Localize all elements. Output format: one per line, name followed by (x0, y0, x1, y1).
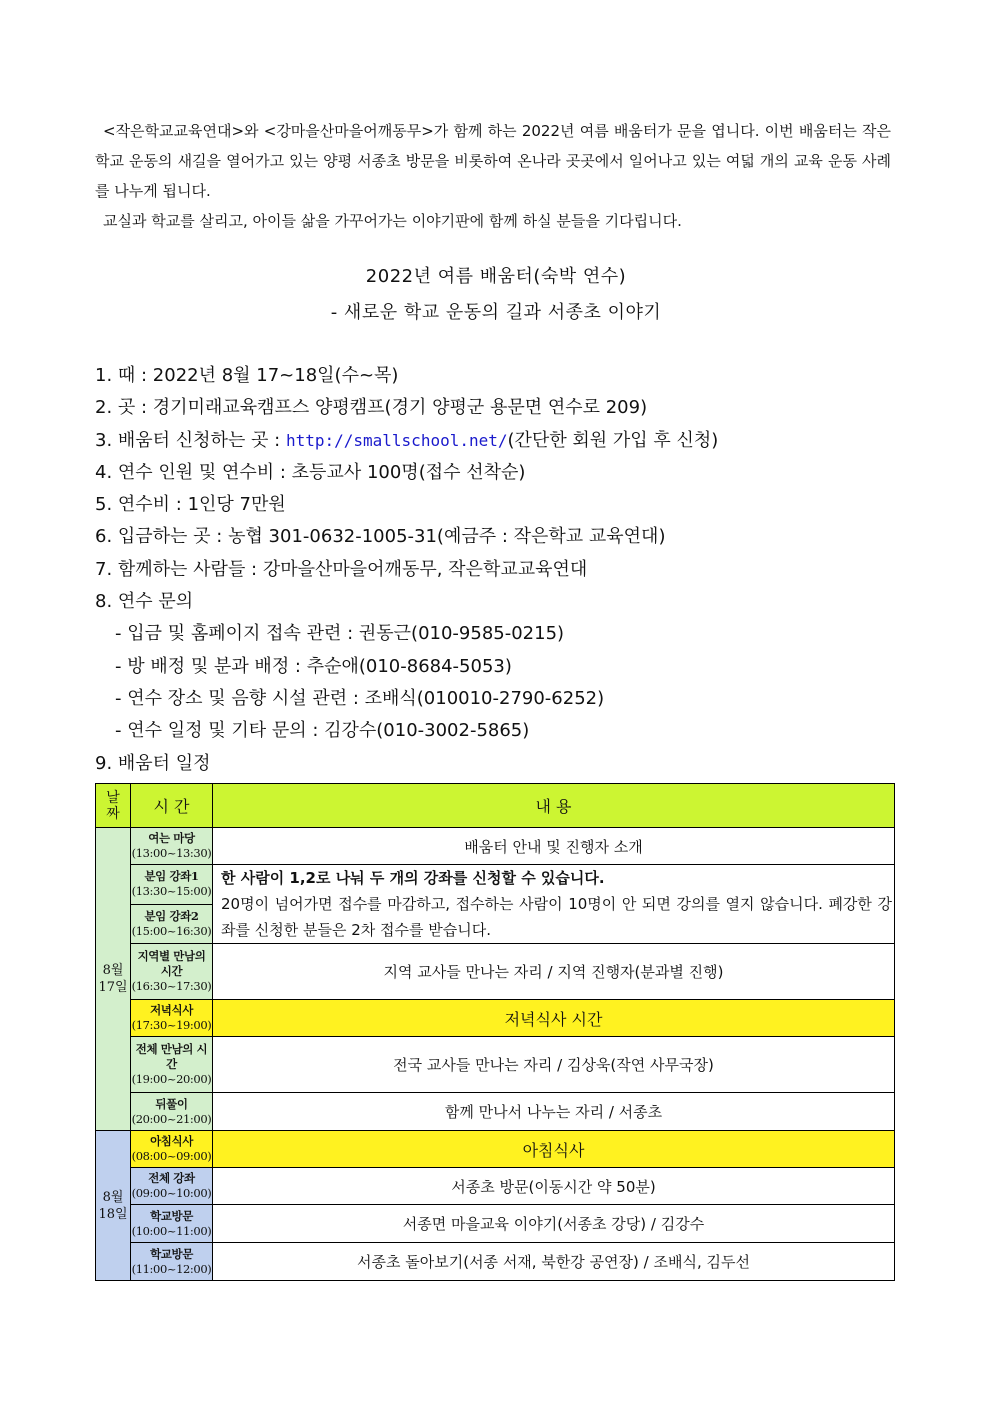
header-time: 시 간 (131, 784, 213, 828)
content-cell: 배움터 안내 및 진행자 소개 (213, 828, 895, 865)
time-cell: 저녁식사 (17:30~19:00) (131, 1000, 213, 1037)
info-fee: 5. 연수비 : 1인당 7만원 (95, 494, 286, 516)
lecture-note-cell: 한 사람이 1,2로 나눠 두 개의 강좌를 신청할 수 있습니다. 20명이 넘어가면 접수를 마감하고, 접수하는 사람이 10명이 안 되면 강의를 열지 않습니다. 폐강한 강좌를 신청한 분들은 2차 접수를 받습니다. (213, 865, 895, 944)
info-contact-heading: 8. 연수 문의 (95, 591, 194, 613)
contact-venue: - 연수 장소 및 음향 시설 관련 : 조배식(010010-2790-6252) (115, 687, 605, 709)
time-cell: 학교방문 (11:00~12:00) (131, 1243, 213, 1281)
table-row (96, 1093, 895, 1131)
main-title: 2022년 여름 배움터(숙박 연수) (365, 266, 627, 287)
info-account: 6. 입금하는 곳 : 농협 301-0632-1005-31(예금주 : 작은학교 교육연대) (95, 526, 666, 548)
content-cell: 지역 교사들 만나는 자리 / 지역 진행자(분과별 진행) (213, 944, 895, 1000)
time-cell: 전체 만남의 시간 (19:00~20:00) (131, 1037, 213, 1093)
table-row (96, 1168, 895, 1205)
content-cell: 아침식사 (213, 1131, 895, 1168)
time-cell: 전체 강좌 (09:00~10:00) (131, 1168, 213, 1205)
day-cell-17: 8월 17일 (96, 828, 131, 1131)
apply-link[interactable]: http://smallschool.net/ (285, 430, 508, 450)
table-row (96, 1131, 895, 1168)
time-cell: 학교방문 (10:00~11:00) (131, 1205, 213, 1243)
day-cell-18: 8월 18일 (96, 1131, 131, 1281)
info-date: 1. 때 : 2022년 8월 17~18일(수~목) (95, 365, 399, 386)
table-row (96, 944, 895, 1000)
info-apply-note: (간단한 회원 가입 후 신청) (507, 429, 719, 451)
content-cell: 서종초 방문(이동시간 약 50분) (213, 1168, 895, 1205)
info-apply (95, 425, 915, 457)
intro-text (95, 116, 891, 236)
content-cell: 함께 만나서 나누는 자리 / 서종초 (213, 1093, 895, 1131)
content-cell: 서종초 돌아보기(서종 서재, 북한강 공연장) / 조배식, 김두선 (213, 1243, 895, 1281)
info-organizers: 7. 함께하는 사람들 : 강마을산마을어깨동무, 작은학교교육연대 (95, 558, 588, 580)
table-header-row (96, 784, 895, 828)
content-cell: 전국 교사들 만나는 자리 / 김상욱(작연 사무국장) (213, 1037, 895, 1093)
time-cell: 분임 강좌1 (13:30~15:00) (131, 865, 213, 905)
time-cell: 지역별 만남의 시간 (16:30~17:30) (131, 944, 213, 1000)
time-cell: 분임 강좌2 (15:00~16:30) (131, 904, 213, 944)
info-apply-label: 3. 배움터 신청하는 곳 : (95, 429, 286, 451)
header-content: 내 용 (213, 784, 895, 828)
contact-schedule: - 연수 일정 및 기타 문의 : 김강수(010-3002-5865) (115, 720, 530, 742)
time-cell: 아침식사 (08:00~09:00) (131, 1131, 213, 1168)
contact-room: - 방 배정 및 분과 배정 : 추순애(010-8684-5053) (115, 655, 512, 677)
table-row (96, 1037, 895, 1093)
info-place: 2. 곳 : 경기미래교육캠프스 양평캠프(경기 양평군 용문면 연수로 209) (95, 397, 648, 419)
content-cell: 저녁식사 시간 (213, 1000, 895, 1037)
time-cell: 뒤풀이 (20:00~21:00) (131, 1093, 213, 1131)
table-row (96, 1243, 895, 1281)
header-day: 날 짜 (96, 784, 131, 828)
schedule-table (95, 783, 895, 1281)
info-list (95, 360, 915, 780)
time-cell: 여는 마당 (13:00~13:30) (131, 828, 213, 865)
table-row (96, 1205, 895, 1243)
table-row (96, 1000, 895, 1037)
intro-paragraph-2: 교실과 학교를 살리고, 아이들 삶을 가꾸어가는 이야기판에 함께 하실 분들을 기다립니다. (103, 212, 682, 230)
info-schedule-heading: 9. 배움터 일정 (95, 752, 211, 774)
info-capacity: 4. 연수 인원 및 연수비 : 초등교사 100명(접수 선착순) (95, 461, 526, 483)
sub-title: - 새로운 학교 운동의 길과 서종초 이야기 (330, 302, 662, 323)
content-cell: 서종면 마을교육 이야기(서종초 강당) / 김강수 (213, 1205, 895, 1243)
contact-deposit: - 입금 및 홈페이지 접속 관련 : 권동근(010-9585-0215) (115, 623, 565, 645)
table-row (96, 828, 895, 865)
intro-paragraph-1: <작은학교교육연대>와 <강마을산마을어깨동무>가 함께 하는 2022년 여름 배움터가 문을 엽니다. 이번 배움터는 작은 학교 운동의 새길을 열어가고 있는 양평 서종초 방문을 비롯하여 온나라 곳곳에서 일어나고 있는 여덟 개의 교육 운동 사례를 나누게 됩니다. (95, 122, 891, 200)
table-row (96, 865, 895, 905)
